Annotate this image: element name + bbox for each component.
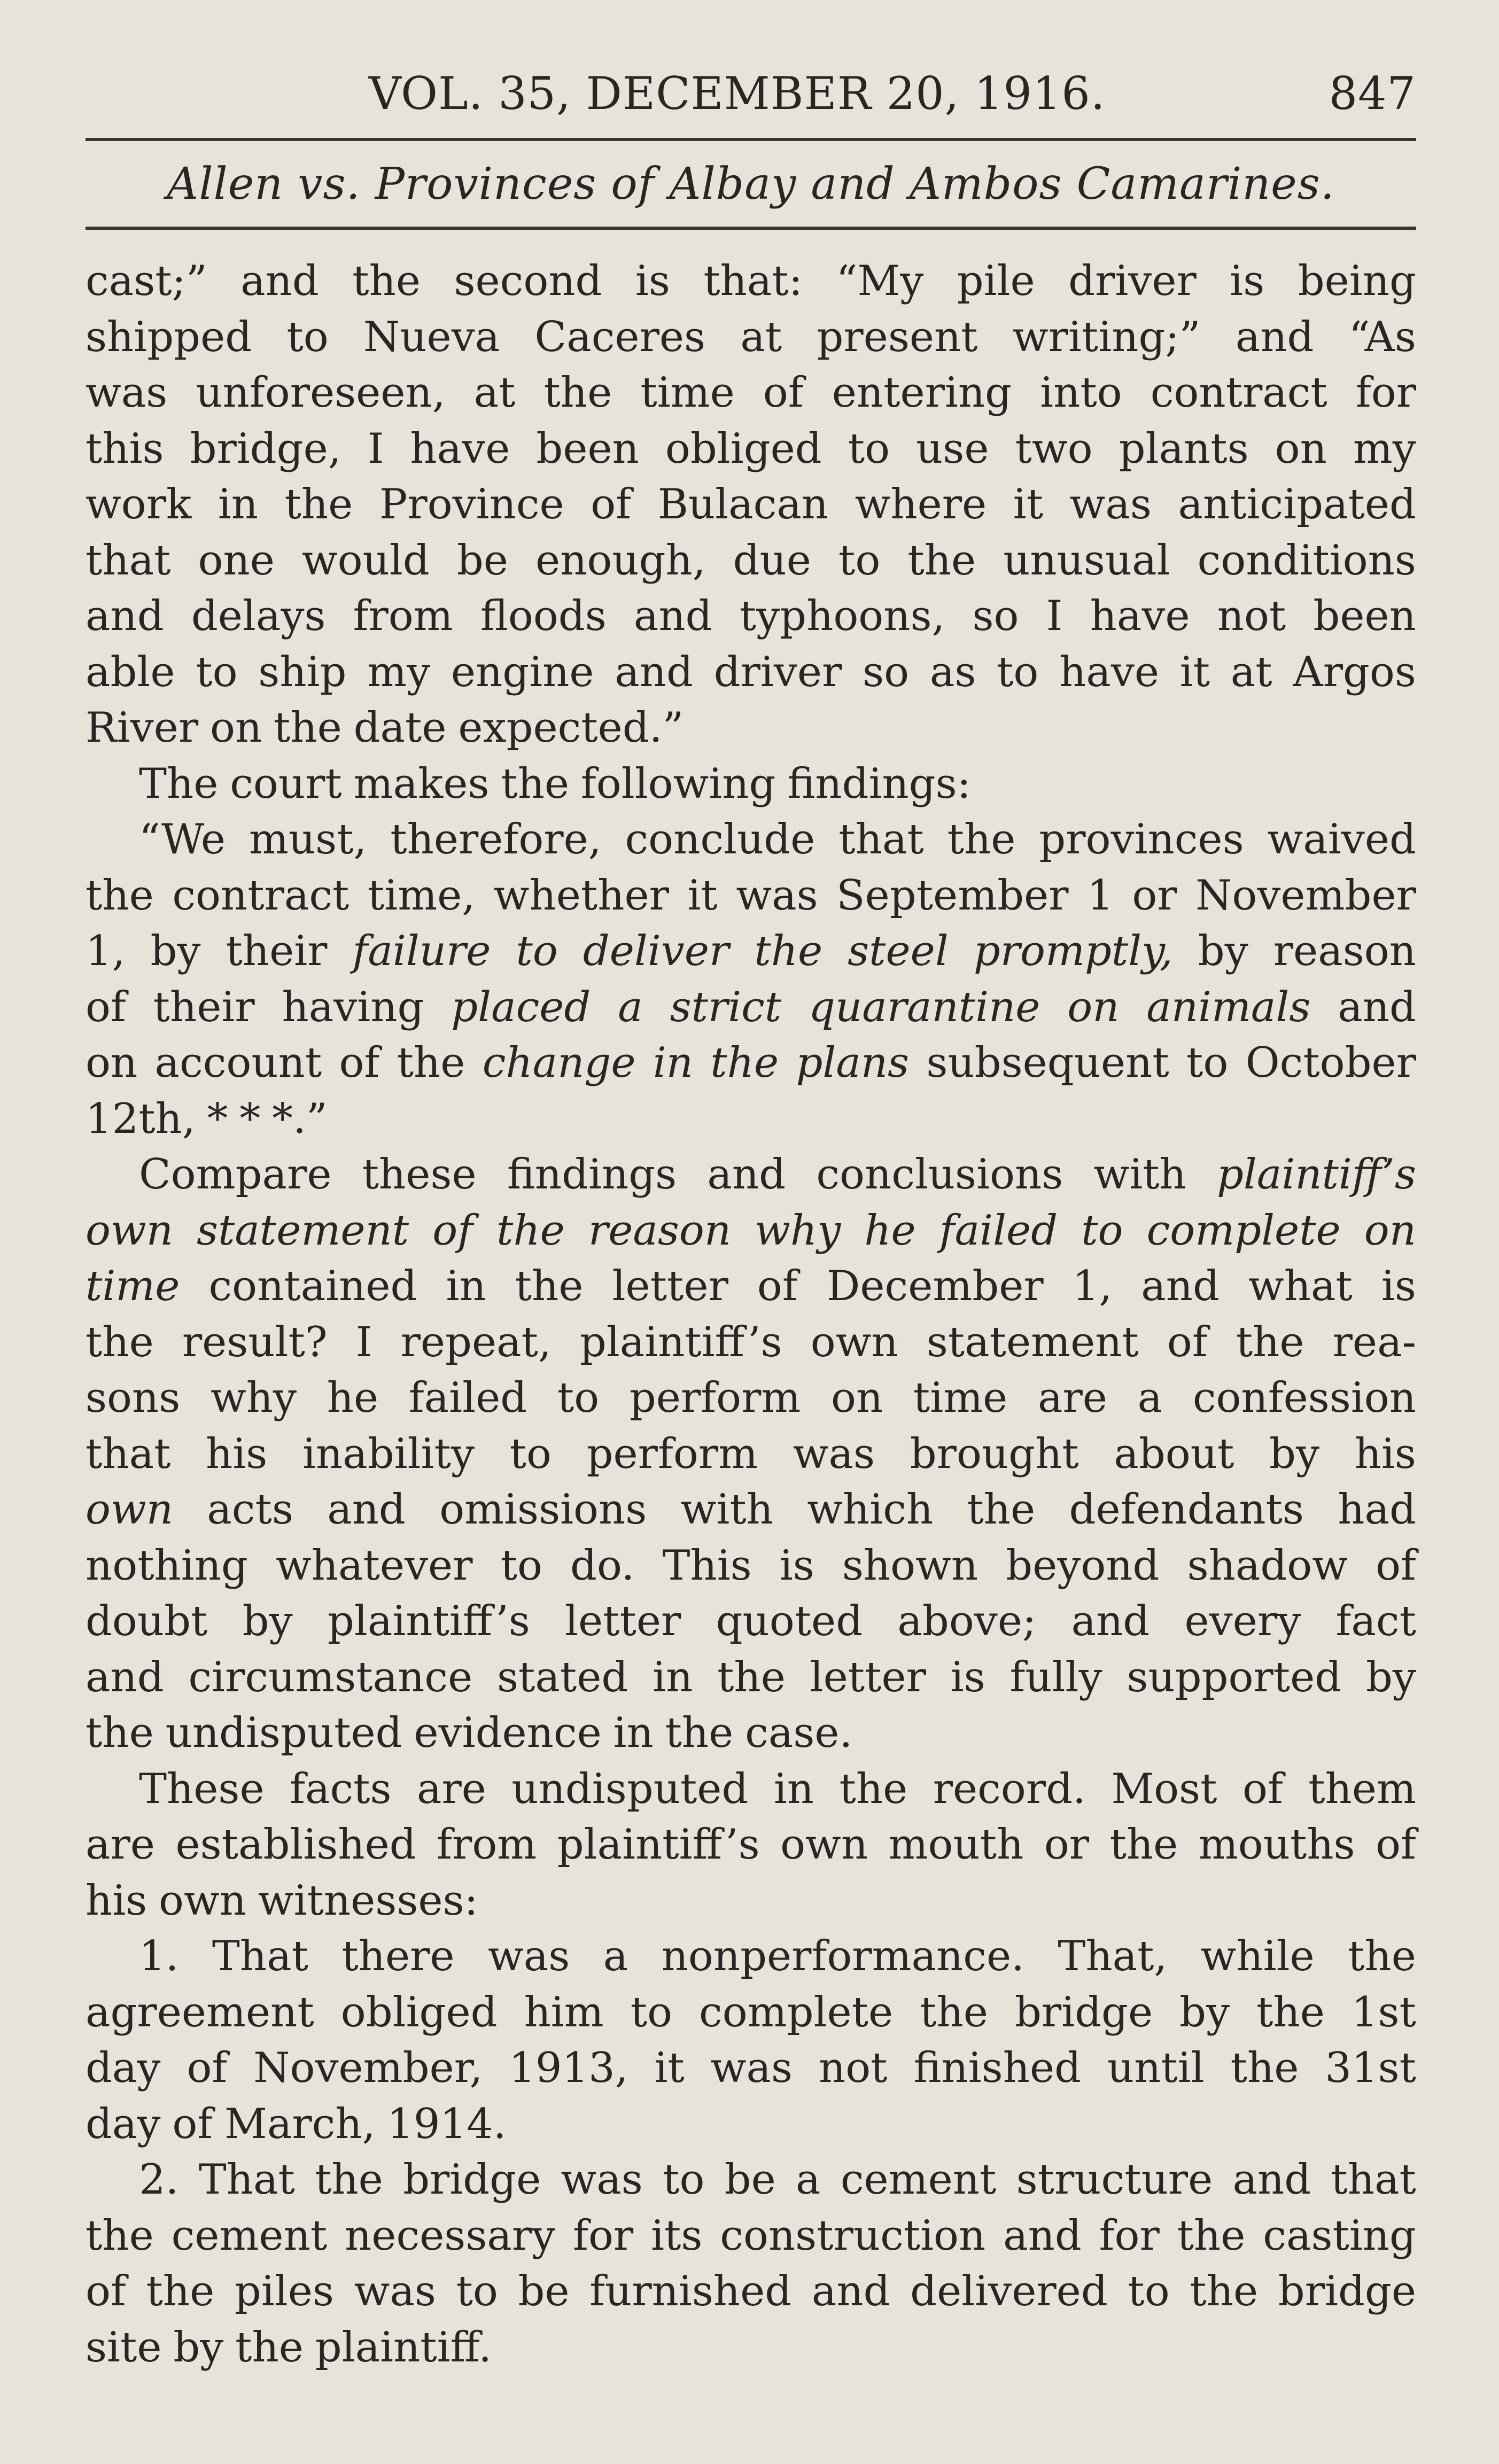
text-line: his own witnesses: xyxy=(86,1876,478,1925)
text-line: cast;” and the second is that: “My pile driver is being xyxy=(86,257,1416,305)
text-line: nothing whatever to do. This is shown beyond shadow of xyxy=(86,1541,1416,1590)
text-line: River on the date expected.” xyxy=(86,704,684,752)
text-line: 1. That there was a nonperformance. That, while the xyxy=(139,1932,1416,1980)
page-number: 847 xyxy=(1329,67,1416,120)
text-line: the contract time, whether it was September 1 or November xyxy=(86,871,1416,920)
text-line: of the piles was to be furnished and delivered to the bridge xyxy=(86,2267,1416,2315)
header-rule-bottom xyxy=(86,227,1416,230)
text-line: that one would be enough, due to the unusual conditions xyxy=(86,536,1416,585)
text-line: on account of the change in the plans subsequent to October xyxy=(86,1039,1416,1087)
text-line: of their having placed a strict quarantine on animals and xyxy=(86,983,1416,1031)
text-line: work in the Province of Bulacan where it was anticipated xyxy=(86,480,1416,528)
text-line: day of November, 1913, it was not finished until the 31st xyxy=(86,2044,1416,2092)
case-title: Allen vs. Provinces of Albay and Ambos Camarines. xyxy=(167,159,1335,209)
text-line: 12th, * * *.” xyxy=(86,1094,328,1143)
text-line: Compare these findings and conclusions with plaintiff’s xyxy=(139,1151,1416,1199)
text-line: 2. That the bridge was to be a cement structure and that xyxy=(139,2156,1416,2204)
text-line: time contained in the letter of December 1, and what is xyxy=(86,1262,1416,1310)
text-line: this bridge, I have been obliged to use two plants on my xyxy=(86,424,1416,473)
volume-date: VOL. 35, DECEMBER 20, 1916. xyxy=(369,67,1106,120)
text-line: was unforeseen, at the time of entering into contract for xyxy=(86,369,1416,417)
text-line: sons why he failed to perform on time are a confession xyxy=(86,1374,1416,1422)
text-line: that his inability to perform was brought about by his xyxy=(86,1429,1416,1478)
text-line: site by the plaintiff. xyxy=(86,2323,492,2372)
text-line: the result? I repeat, plaintiff’s own statement of the rea- xyxy=(86,1318,1416,1366)
text-line: and delays from floods and typhoons, so I have not been xyxy=(86,592,1416,640)
text-line: doubt by plaintiff’s letter quoted above; and every fact xyxy=(86,1597,1416,1645)
text-line: are established from plaintiff’s own mouth or the mouths of xyxy=(86,1821,1416,1869)
text-line: own acts and omissions with which the defendants had xyxy=(86,1486,1416,1534)
text-line: The court makes the following findings: xyxy=(139,759,971,808)
body-text xyxy=(86,253,1416,2375)
running-head xyxy=(86,64,1416,123)
text-line: agreement obliged him to complete the bridge by the 1st xyxy=(86,1988,1416,2037)
text-line: day of March, 1914. xyxy=(86,2100,507,2148)
text-line: and circumstance stated in the letter is fully supported by xyxy=(86,1653,1416,1701)
text-line: shipped to Nueva Caceres at present writing;” and “As xyxy=(86,313,1416,361)
text-line: able to ship my engine and driver so as to have it at Argos xyxy=(86,648,1416,696)
text-line: the undisputed evidence in the case. xyxy=(86,1709,853,1757)
text-line: “We must, therefore, conclude that the provinces waived xyxy=(139,815,1416,864)
text-line: own statement of the reason why he failed to complete on xyxy=(86,1206,1416,1255)
header-rule-top xyxy=(86,138,1416,141)
text-line: These facts are undisputed in the record. Most of them xyxy=(139,1765,1416,1813)
text-line: the cement necessary for its construction and for the casting xyxy=(86,2211,1416,2260)
text-line: 1, by their failure to deliver the steel promptly, by reason xyxy=(86,927,1416,975)
